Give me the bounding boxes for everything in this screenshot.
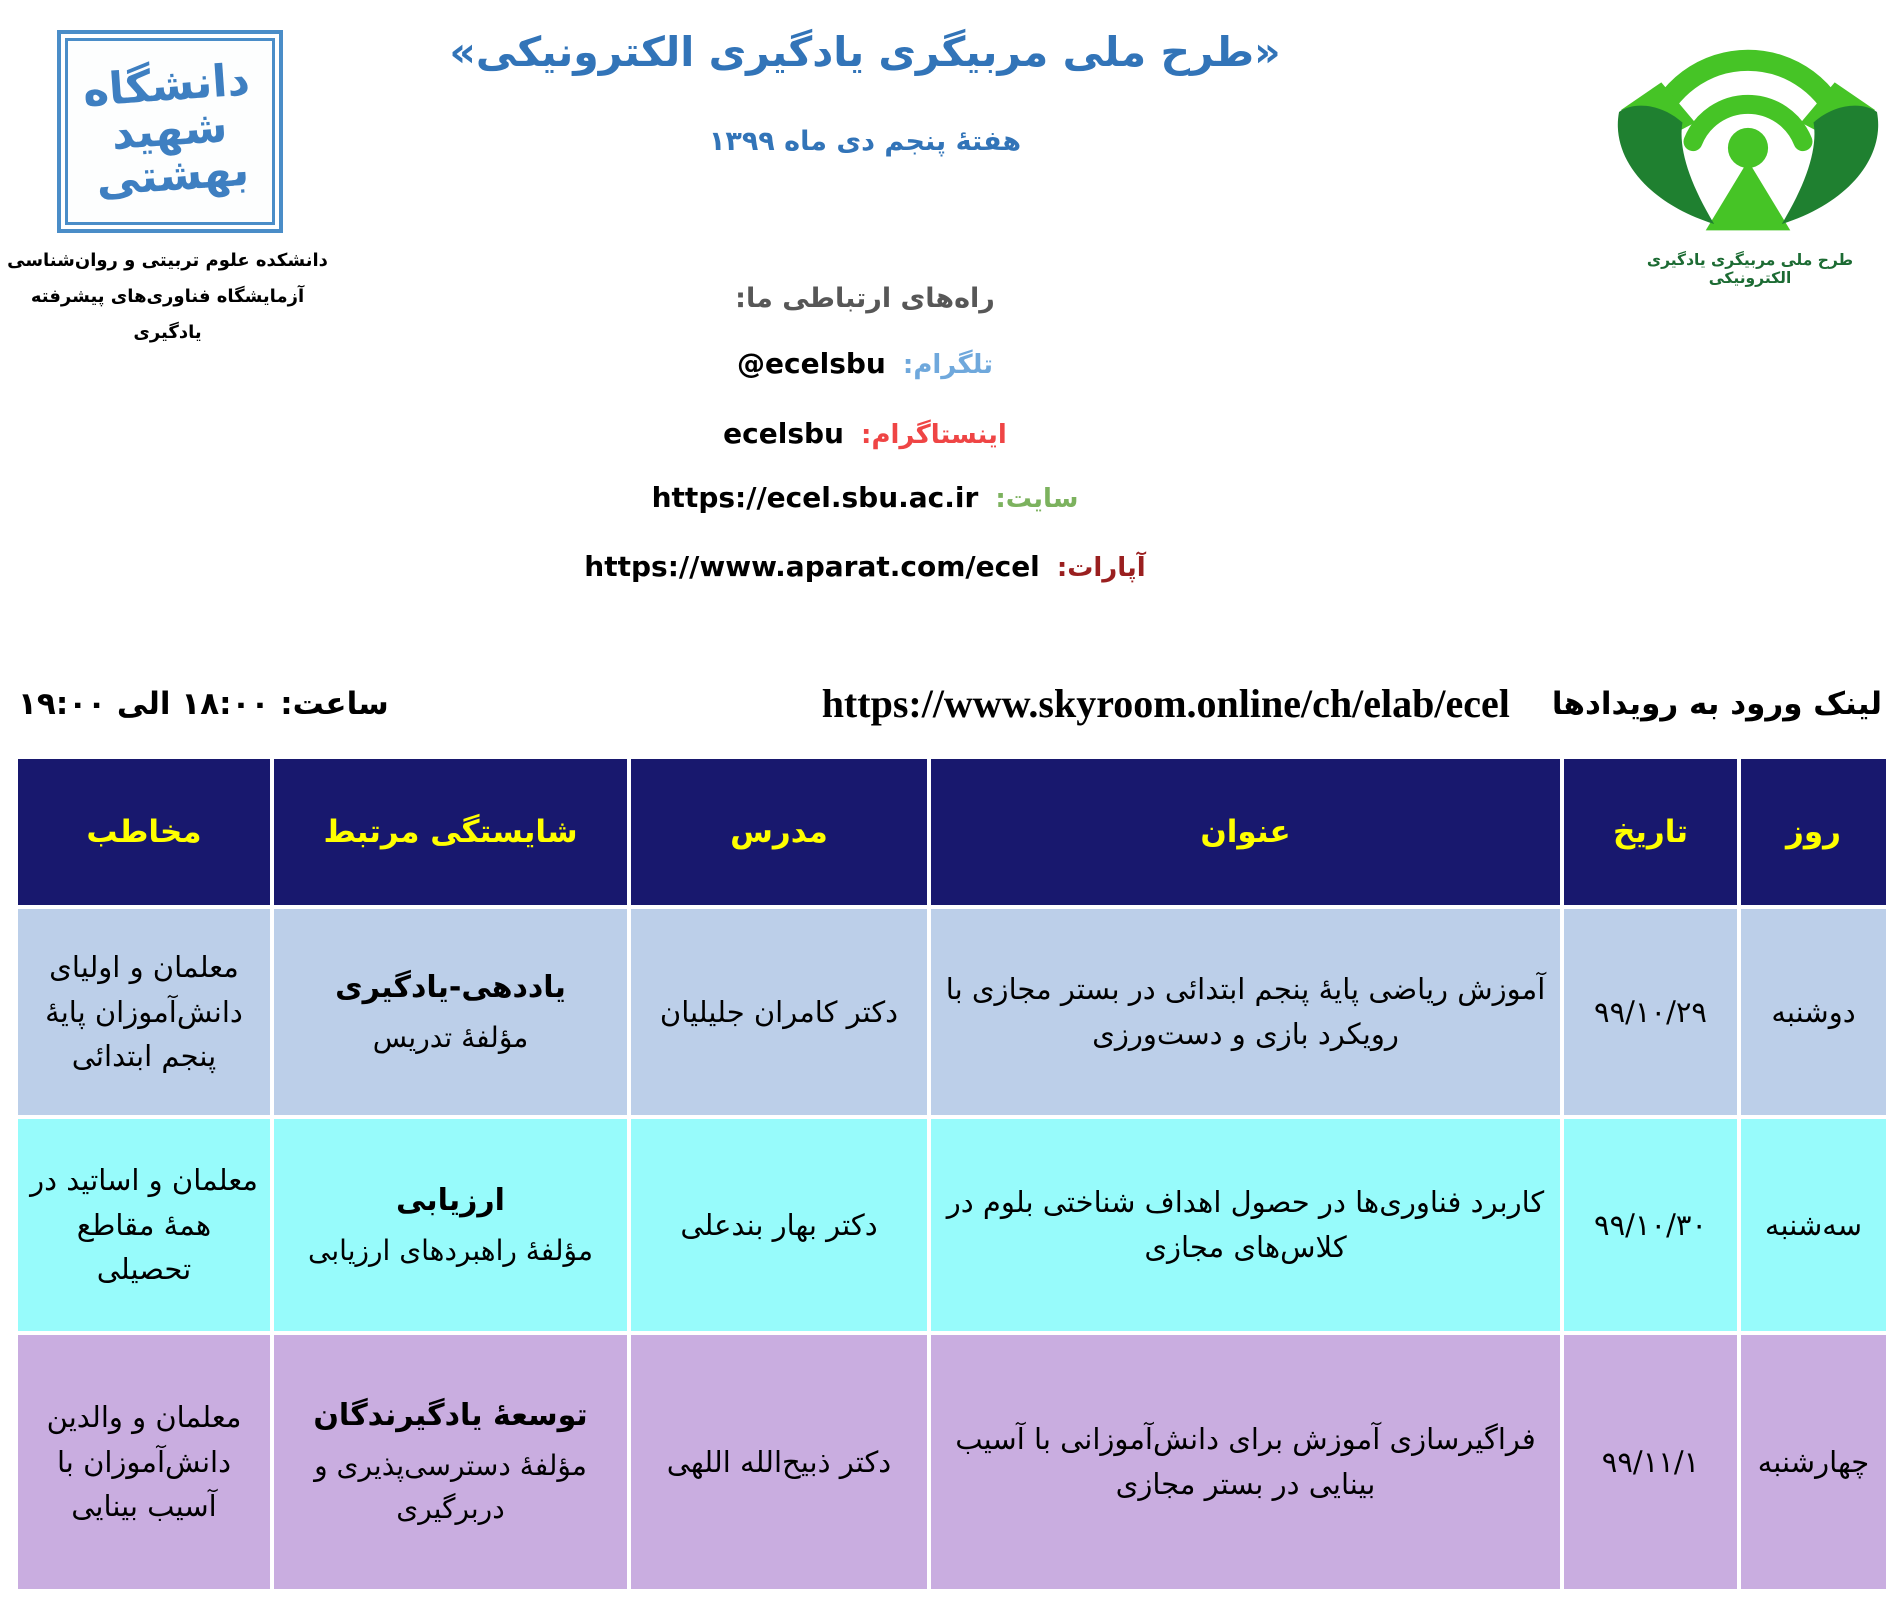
cell-instructor: دکتر کامران جلیلیان xyxy=(629,907,929,1117)
event-time: ساعت: ۱۸:۰۰ الی ۱۹:۰۰ xyxy=(18,685,389,722)
cell-audience: معلمان و والدین دانش‌آموزان با آسیب بینایی xyxy=(16,1333,272,1591)
cell-competency xyxy=(272,1117,629,1333)
ecel-logo-caption: طرح ملی مربیگری یادگیری الکترونیکی xyxy=(1646,251,1854,287)
competency-sub: مؤلفۀ دسترسی‌پذیری و دربرگیری xyxy=(314,1448,587,1526)
col-header-instructor: مدرس xyxy=(629,757,929,907)
event-link-url[interactable]: https://www.skyroom.online/ch/elab/ecel xyxy=(821,681,1510,726)
aparat-url[interactable]: https://www.aparat.com/ecel xyxy=(584,550,1040,583)
cell-title: آموزش ریاضی پایۀ پنجم ابتدائی در بستر مجازی با رویکرد بازی و دست‌ورزی xyxy=(929,907,1562,1117)
col-header-date: تاریخ xyxy=(1562,757,1739,907)
aparat-label: آپارات: xyxy=(1056,553,1146,583)
cell-competency xyxy=(272,1333,629,1591)
contact-instagram xyxy=(390,417,1340,450)
cell-audience: معلمان و اولیای دانش‌آموزان پایۀ پنجم ابتدائی xyxy=(16,907,272,1117)
event-link-label: لینک ورود به رویدادها xyxy=(1551,685,1882,722)
page-title: «طرح ملی مربیگری یادگیری الکترونیکی» xyxy=(449,28,1281,76)
col-header-competency: شایستگی مرتبط xyxy=(272,757,629,907)
cell-audience: معلمان و اساتید در همۀ مقاطع تحصیلی xyxy=(16,1117,272,1333)
cell-date: ۹۹/۱۰/۳۰ xyxy=(1562,1117,1739,1333)
sbu-logo xyxy=(57,30,283,233)
cell-instructor: دکتر ذبیح‌الله اللهی xyxy=(629,1333,929,1591)
cell-date: ۹۹/۱۱/۱ xyxy=(1562,1333,1739,1591)
event-link-group xyxy=(822,680,1882,727)
website-url[interactable]: https://ecel.sbu.ac.ir xyxy=(651,481,979,514)
contact-aparat xyxy=(390,550,1340,583)
col-header-day: روز xyxy=(1739,757,1888,907)
competency-main: توسعۀ یادگیرندگان xyxy=(313,1398,588,1434)
competency-main: یاددهی-یادگیری xyxy=(335,970,566,1006)
table-header-row xyxy=(16,757,1888,907)
telegram-label: تلگرام: xyxy=(902,350,993,380)
header-center xyxy=(390,0,1340,660)
ecel-logo-icon xyxy=(1600,12,1896,250)
cell-competency xyxy=(272,907,629,1117)
website-label: سایت: xyxy=(995,484,1079,514)
contact-telegram xyxy=(390,347,1340,380)
cell-day: دوشنبه xyxy=(1739,907,1888,1117)
col-header-audience: مخاطب xyxy=(16,757,272,907)
telegram-handle[interactable]: @ecelsbu xyxy=(737,347,886,380)
competency-sub: مؤلفۀ تدریس xyxy=(372,1020,529,1054)
faculty-block xyxy=(0,243,335,351)
cell-date: ۹۹/۱۰/۲۹ xyxy=(1562,907,1739,1117)
cell-title: فراگیرسازی آموزش برای دانش‌آموزانی با آسیب بینایی در بستر مجازی xyxy=(929,1333,1562,1591)
page-subtitle: هفتۀ پنجم دی ماه ۱۳۹۹ xyxy=(708,126,1022,157)
cell-day: سه‌شنبه xyxy=(1739,1117,1888,1333)
instagram-label: اینستاگرام: xyxy=(861,420,1007,450)
cell-title: کاربرد فناوری‌ها در حصول اهداف شناختی بلوم در کلاس‌های مجازی xyxy=(929,1117,1562,1333)
table-row xyxy=(16,1333,1888,1591)
cell-day: چهارشنبه xyxy=(1739,1333,1888,1591)
instagram-handle[interactable]: ecelsbu xyxy=(723,417,844,450)
faculty-line-2: آزمایشگاه فناوری‌های پیشرفته یادگیری xyxy=(30,286,305,343)
table-row xyxy=(16,907,1888,1117)
sbu-logo-text: دانشگاه شهید بهشتی xyxy=(81,54,252,207)
col-header-title: عنوان xyxy=(929,757,1562,907)
cell-instructor: دکتر بهار بندعلی xyxy=(629,1117,929,1333)
faculty-line-1: دانشکده علوم تربیتی و روان‌شناسی xyxy=(7,250,328,271)
contact-heading: راه‌های ارتباطی ما: xyxy=(735,283,995,314)
table-row xyxy=(16,1117,1888,1333)
schedule-table xyxy=(14,755,1890,1593)
event-access-row xyxy=(0,680,1900,727)
contact-website xyxy=(390,481,1340,514)
competency-main: ارزیابی xyxy=(396,1183,505,1219)
competency-sub: مؤلفۀ راهبردهای ارزیابی xyxy=(308,1233,593,1267)
